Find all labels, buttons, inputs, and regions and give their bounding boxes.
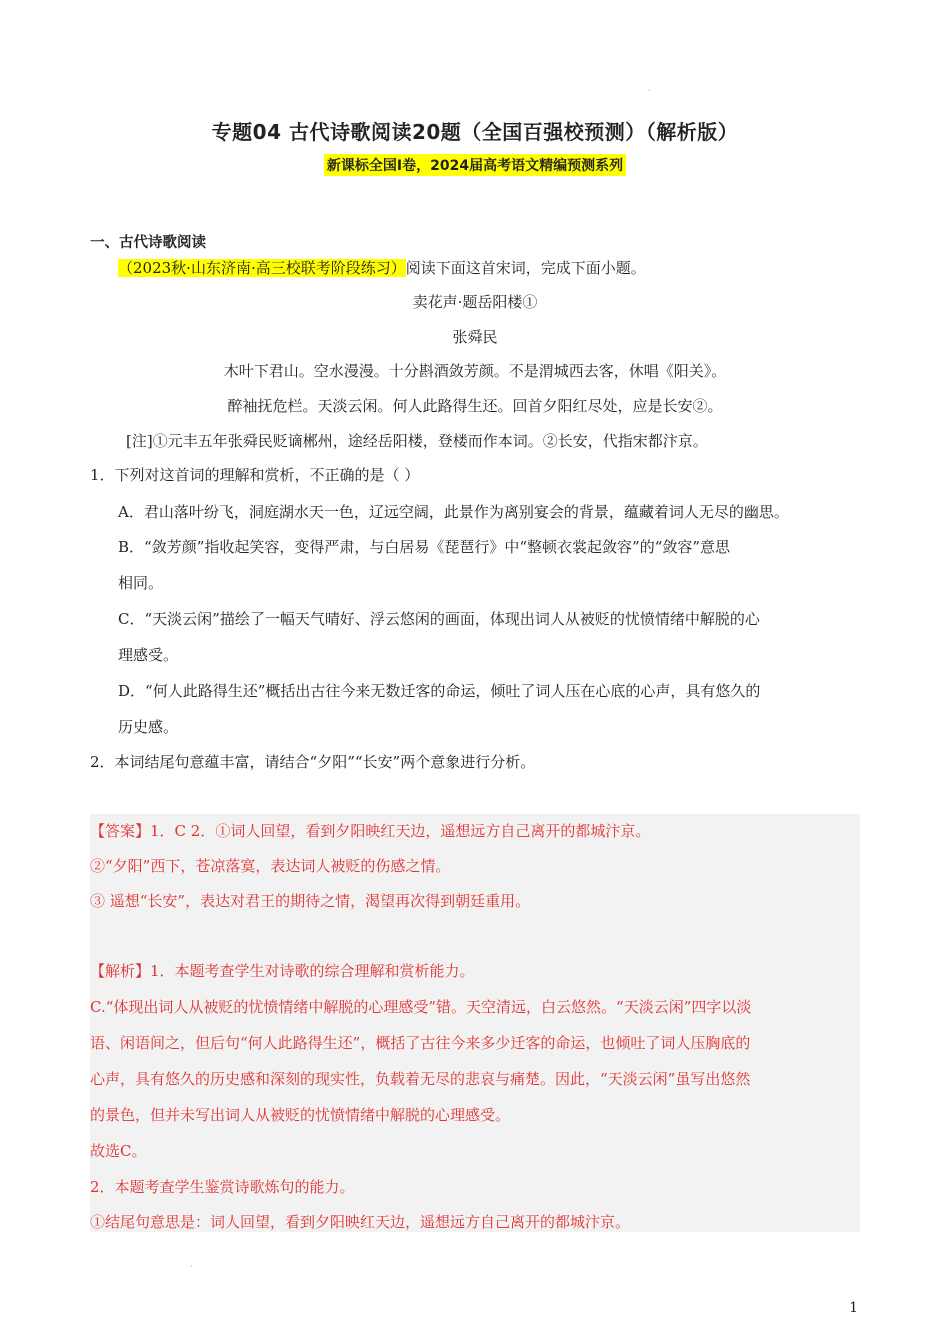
option-d-line-2: 历史感。 [118, 718, 179, 736]
page-subtitle: 新课标全国Ⅰ卷，2024届高考语文精编预测系列 [324, 154, 626, 176]
explanation-line-3: 语、闲语间之，但后句“何人此路得生还”，概括了古往今来多少迁客的命运，也倾吐了词人压胸底的 [90, 1034, 751, 1052]
answer-line-3: ③ 遥想“长安”，表达对君王的期待之情，渴望再次得到朝廷重用。 [90, 892, 531, 910]
poem-title: 卖花声·题岳阳楼① [412, 293, 538, 311]
page-number: 1 [849, 1300, 858, 1316]
section-heading: 一、古代诗歌阅读 [90, 235, 206, 251]
speck: · [648, 86, 651, 95]
source-line [118, 257, 646, 278]
instruction: 阅读下面这首宋词，完成下面小题。 [405, 259, 646, 277]
poem-line-2: 醉袖抚危栏。天淡云闲。何人此路得生还。回首夕阳红尽处，应是长安②。 [227, 397, 723, 415]
option-a: A．君山落叶纷飞，洞庭湖水天一色，辽远空阔，此景作为离别宴会的背景，蕴藏着词人无尽的幽思。 [118, 503, 789, 521]
question-1: 1．下列对这首词的理解和赏析，不正确的是（ ） [90, 466, 420, 484]
option-d-line-1: D．“何人此路得生还”概括出古往今来无数迁客的命运，倾吐了词人压在心底的心声，具有悠久的 [118, 682, 761, 700]
explanation-line-2: C.“体现出词人从被贬的忧愤情绪中解脱的心理感受”错。天空清远，白云悠然。“天淡云闲”四字以淡 [90, 998, 752, 1016]
poem-author: 张舜民 [452, 328, 498, 346]
explanation-line-5: 的景色，但并未写出词人从被贬的忧愤情绪中解脱的心理感受。 [90, 1106, 511, 1124]
subtitle-wrap [0, 154, 950, 176]
explanation-line-1: 【解析】1．本题考查学生对诗歌的综合理解和赏析能力。 [90, 962, 475, 980]
explanation-line-8: ①结尾句意思是：词人回望，看到夕阳映红天边，遥想远方自己离开的都城汴京。 [90, 1213, 631, 1231]
answer-line-2: ②“夕阳”西下，苍凉落寞，表达词人被贬的伤感之情。 [90, 857, 451, 875]
poem-line-1: 木叶下君山。空水漫漫。十分斟酒敛芳颜。不是渭城西去客，休唱《阳关》。 [223, 362, 727, 380]
page-title: 专题04 古代诗歌阅读20题（全国百强校预测）（解析版） [211, 120, 739, 144]
option-c-line-1: C．“天淡云闲”描绘了一幅天气晴好、浮云悠闲的画面，体现出词人从被贬的忧愤情绪中解脱的心 [118, 610, 760, 628]
source-tag: （2023秋·山东济南·高三校联考阶段练习） [118, 259, 406, 277]
option-c-line-2: 理感受。 [118, 646, 179, 664]
speck: · [190, 1262, 193, 1271]
explanation-line-6: 故选C。 [90, 1142, 147, 1160]
explanation-line-4: 心声，具有悠久的历史感和深刻的现实性，负载着无尽的悲哀与痛楚。因此，“天淡云闲”虽写出悠然 [90, 1070, 751, 1088]
explanation-line-7: 2．本题考查学生鉴赏诗歌炼句的能力。 [90, 1178, 355, 1196]
answer-line-1: 【答案】1．C 2．①词人回望，看到夕阳映红天边，遥想远方自己离开的都城汴京。 [90, 822, 651, 840]
question-2: 2．本词结尾句意蕴丰富，请结合“夕阳”“长安”两个意象进行分析。 [90, 753, 536, 771]
option-b-line-2: 相同。 [118, 574, 164, 592]
option-b-line-1: B．“敛芳颜”指收起笑容，变得严肃，与白居易《琵琶行》中“整顿衣裳起敛容”的“敛容”意思 [118, 538, 731, 556]
poem-note: [注]①元丰五年张舜民贬谪郴州，途经岳阳楼，登楼而作本词。②长安，代指宋都汴京。 [126, 432, 708, 450]
answer-box [90, 814, 860, 1232]
